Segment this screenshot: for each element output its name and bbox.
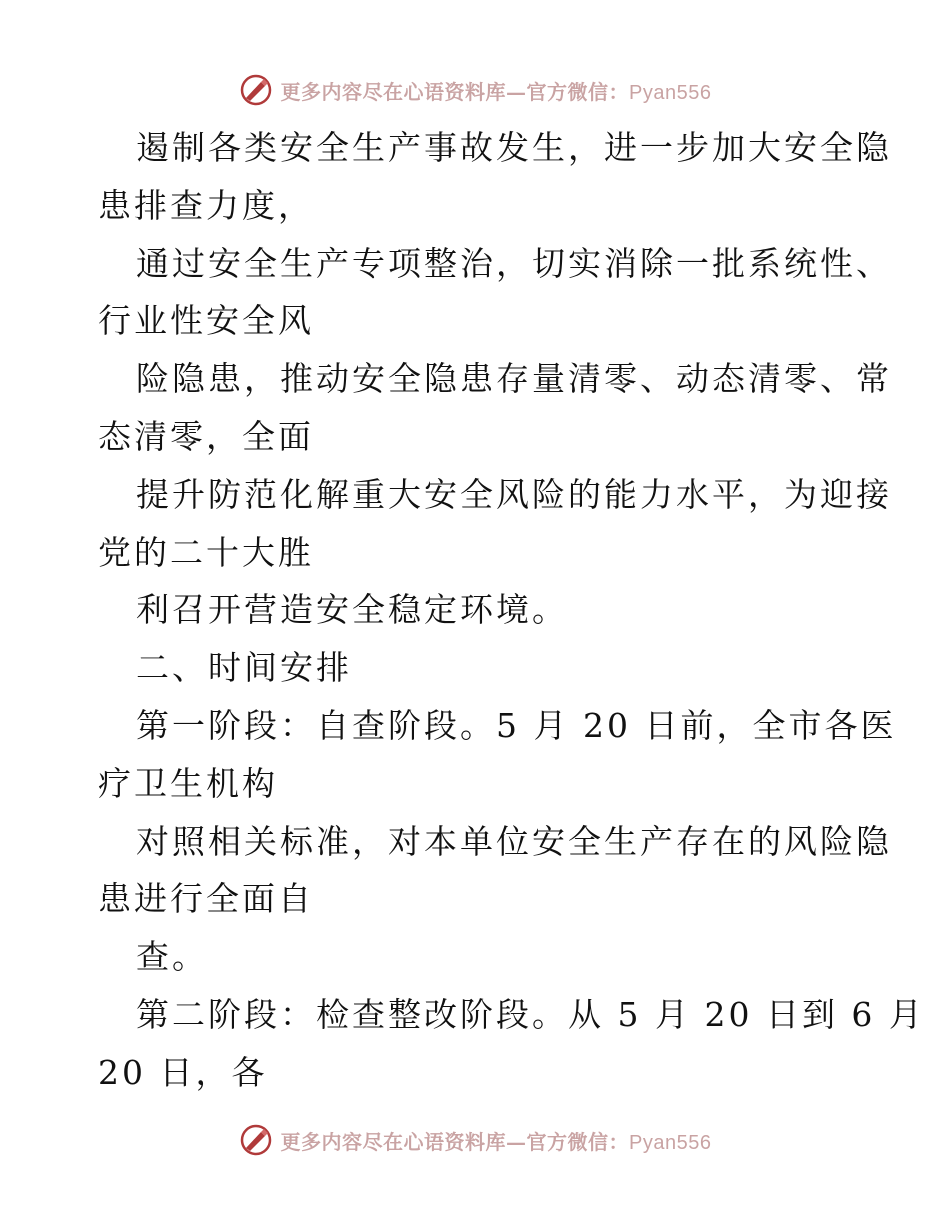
text-line: 20 日，各 — [98, 1052, 268, 1092]
text-line: 提升防范化解重大安全风险的能力水平，为迎接 — [136, 474, 892, 514]
pen-logo-icon — [239, 1123, 273, 1157]
text-line: 遏制各类安全生产事故发生，进一步加大安全隐 — [136, 128, 892, 167]
text-line: 二、时间安排 — [136, 648, 352, 688]
text-line: 险隐患，推动安全隐患存量清零、动态清零、常 — [136, 359, 892, 399]
watermark-handle: Pyan556 — [629, 1131, 712, 1154]
text-line: 利召开营造安全稳定环境。 — [136, 590, 568, 630]
text-line: 对照相关标准，对本单位安全生产存在的风险隐 — [136, 821, 892, 861]
text-line: 患进行全面自 — [98, 879, 314, 919]
document-body — [98, 119, 925, 1102]
watermark-handle: Pyan556 — [629, 81, 712, 104]
text-line: 通过安全生产专项整治，切实消除一批系统性、 — [136, 243, 892, 283]
pen-logo-icon — [239, 73, 273, 107]
text-line: 第二阶段：检查整改阶段。从 5 月 20 日到 6 月 — [136, 994, 925, 1034]
text-line: 态清零，全面 — [98, 416, 314, 456]
text-line: 党的二十大胜 — [98, 532, 314, 572]
watermark-text: 更多内容尽在心语资料库—官方微信： — [280, 1129, 630, 1154]
text-line: 疗卫生机构 — [98, 763, 278, 803]
watermark-text: 更多内容尽在心语资料库—官方微信： — [280, 79, 630, 104]
text-line: 行业性安全风 — [98, 301, 314, 341]
watermark-header — [0, 70, 950, 110]
text-line: 第一阶段：自查阶段。5 月 20 日前，全市各医 — [136, 705, 897, 745]
text-line: 查。 — [136, 937, 208, 977]
text-line: 患排查力度， — [98, 185, 314, 225]
watermark-footer — [0, 1120, 950, 1160]
